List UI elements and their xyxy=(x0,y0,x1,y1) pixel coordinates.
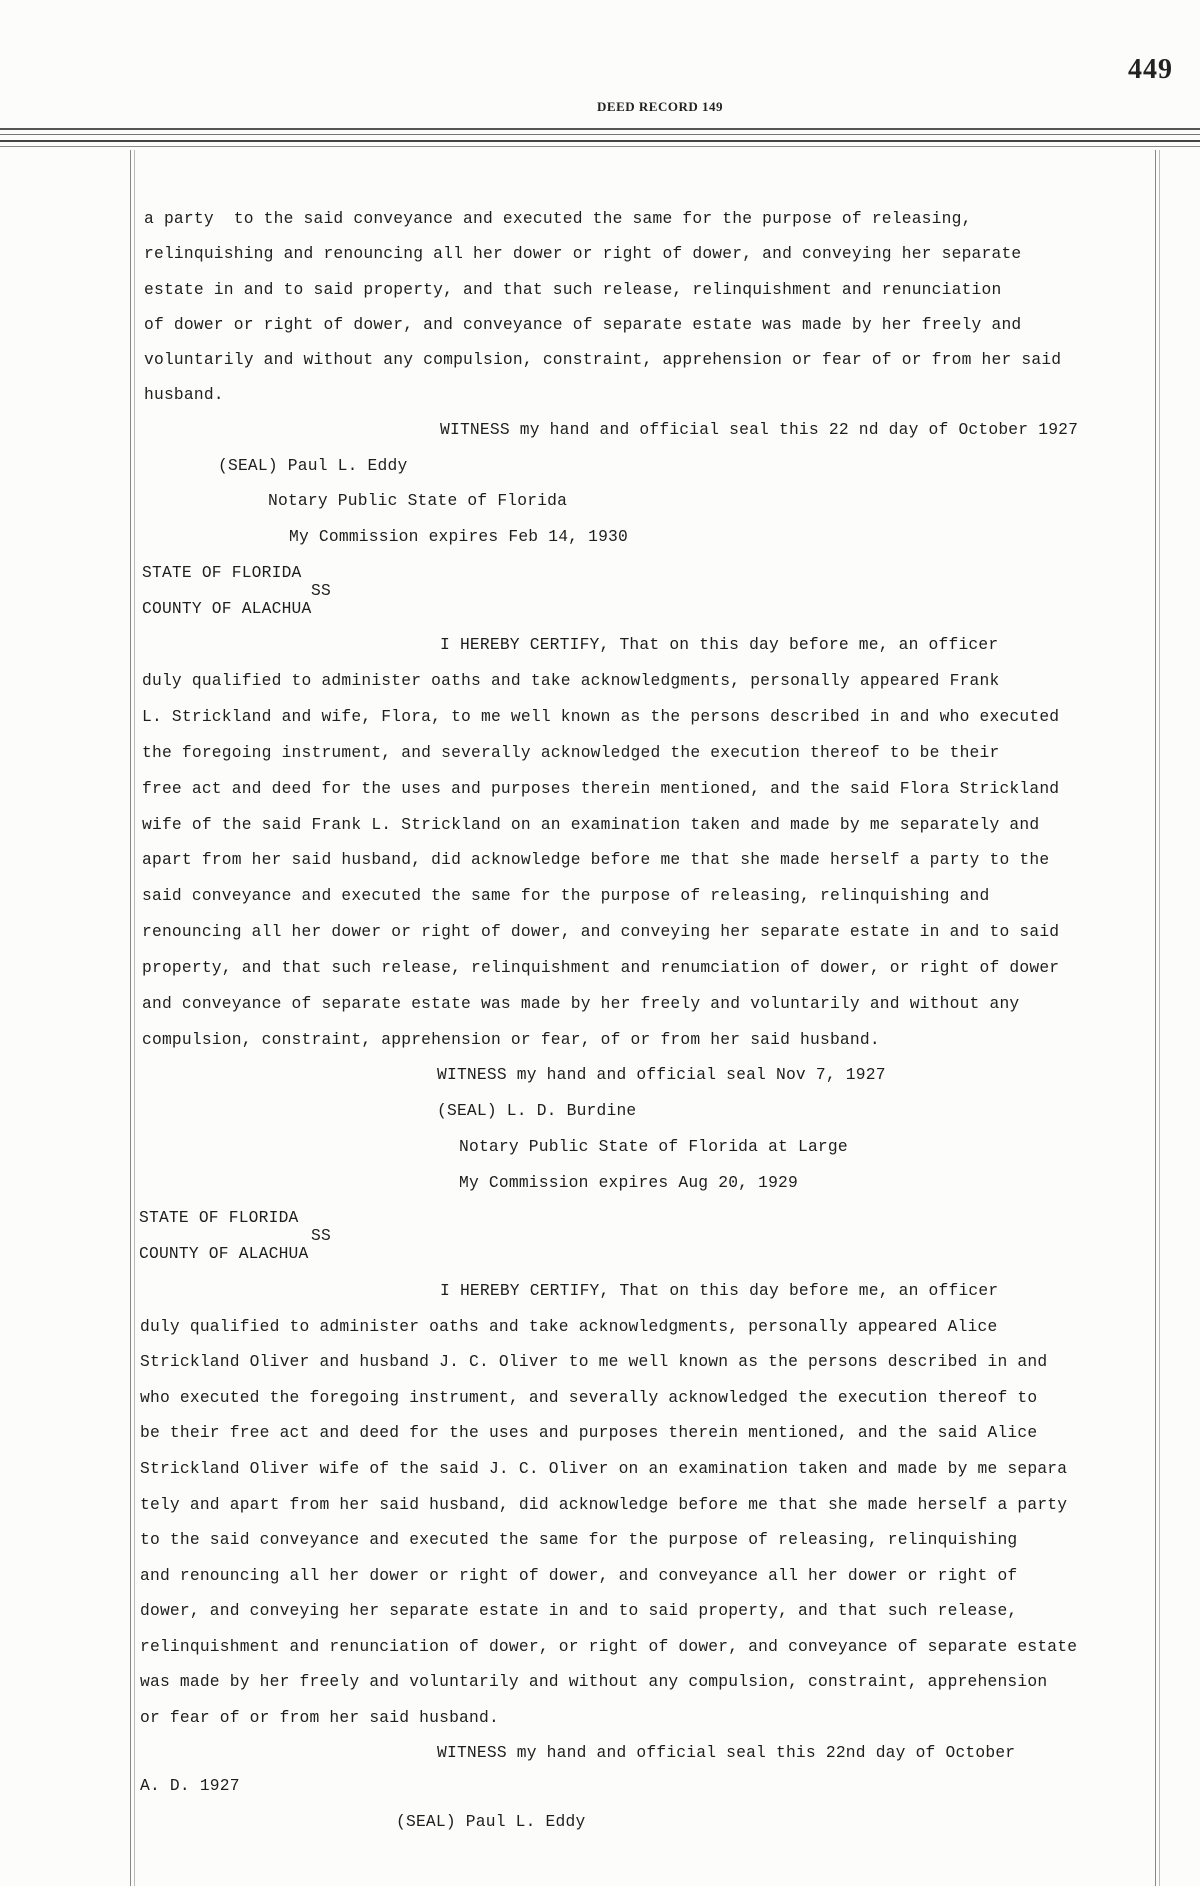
text-line: and renouncing all her dower or right of dower, and conveyance all her dower or right of xyxy=(140,1566,1018,1585)
header-rule xyxy=(0,146,1200,147)
header-rule xyxy=(0,134,1200,135)
left-margin-line xyxy=(134,150,135,1886)
text-line: property, and that such release, relinquishment and renumciation of dower, or right of dower xyxy=(142,958,1060,977)
text-line: L. Strickland and wife, Flora, to me well known as the persons described in and who executed xyxy=(142,707,1060,726)
right-margin-line xyxy=(1155,150,1156,1886)
certificate-opening: I HEREBY CERTIFY, That on this day before me, an officer xyxy=(440,1281,999,1300)
text-line: who executed the foregoing instrument, and severally acknowledged the execution thereof to xyxy=(140,1388,1038,1407)
witness-line: WITNESS my hand and official seal this 22 nd day of October 1927 xyxy=(440,420,1079,439)
venue-ss: SS xyxy=(311,581,331,600)
venue-county: COUNTY OF ALACHUA xyxy=(139,1244,309,1263)
text-line: estate in and to said property, and that such release, relinquishment and renunciation xyxy=(144,280,1002,299)
text-line: relinquishment and renunciation of dower, or right of dower, and conveyance of separate estate xyxy=(140,1637,1078,1656)
commission-expiry: My Commission expires Feb 14, 1930 xyxy=(289,527,628,546)
text-line: renouncing all her dower or right of dower, and conveying her separate estate in and to said xyxy=(142,922,1060,941)
header-rule xyxy=(0,140,1200,142)
text-line: or fear of or from her said husband. xyxy=(140,1708,499,1727)
text-line: duly qualified to administer oaths and take acknowledgments, personally appeared Frank xyxy=(142,671,1000,690)
page-number: 449 xyxy=(1128,54,1173,85)
left-margin-line xyxy=(130,150,131,1886)
right-margin-line xyxy=(1159,150,1160,1886)
text-line: and conveyance of separate estate was made by her freely and voluntarily and without any xyxy=(142,994,1020,1013)
text-line: voluntarily and without any compulsion, constraint, apprehension or fear of or from her said xyxy=(144,350,1062,369)
notary-seal-signature: (SEAL) L. D. Burdine xyxy=(437,1101,637,1120)
venue-state: STATE OF FLORIDA xyxy=(139,1208,299,1227)
venue-state: STATE OF FLORIDA xyxy=(142,563,302,582)
commission-expiry: My Commission expires Aug 20, 1929 xyxy=(459,1173,798,1192)
text-line: to the said conveyance and executed the same for the purpose of releasing, relinquishing xyxy=(140,1530,1018,1549)
notary-seal-signature: (SEAL) Paul L. Eddy xyxy=(218,456,408,475)
notary-title: Notary Public State of Florida at Large xyxy=(459,1137,848,1156)
text-line: relinquishing and renouncing all her dower or right of dower, and conveying her separate xyxy=(144,244,1022,263)
notary-seal-signature: (SEAL) Paul L. Eddy xyxy=(396,1812,586,1831)
witness-line: WITNESS my hand and official seal Nov 7, 1927 xyxy=(437,1065,886,1084)
header-rule xyxy=(0,128,1200,130)
record-title: DEED RECORD 149 xyxy=(597,99,723,114)
text-line: free act and deed for the uses and purposes therein mentioned, and the said Flora Strickland xyxy=(142,779,1060,798)
text-line: the foregoing instrument, and severally acknowledged the execution thereof to be their xyxy=(142,743,1000,762)
text-line: compulsion, constraint, apprehension or fear, of or from her said husband. xyxy=(142,1030,880,1049)
text-line: of dower or right of dower, and conveyance of separate estate was made by her freely and xyxy=(144,315,1022,334)
text-line: a party to the said conveyance and executed the same for the purpose of releasing, xyxy=(144,209,972,228)
text-line: said conveyance and executed the same for the purpose of releasing, relinquishing and xyxy=(142,886,990,905)
text-line: dower, and conveying her separate estate in and to said property, and that such release, xyxy=(140,1601,1018,1620)
text-line: Strickland Oliver wife of the said J. C. Oliver on an examination taken and made by me separa xyxy=(140,1459,1068,1478)
text-line: wife of the said Frank L. Strickland on an examination taken and made by me separately and xyxy=(142,815,1040,834)
text-line: apart from her said husband, did acknowledge before me that she made herself a party to the xyxy=(142,850,1050,869)
text-line: be their free act and deed for the uses and purposes therein mentioned, and the said Alice xyxy=(140,1423,1038,1442)
text-line: Strickland Oliver and husband J. C. Oliver to me well known as the persons described in and xyxy=(140,1352,1048,1371)
text-line: duly qualified to administer oaths and take acknowledgments, personally appeared Alice xyxy=(140,1317,998,1336)
venue-ss: SS xyxy=(311,1226,331,1245)
notary-title: Notary Public State of Florida xyxy=(268,491,568,510)
text-line: tely and apart from her said husband, did acknowledge before me that she made herself a party xyxy=(140,1495,1068,1514)
certificate-opening: I HEREBY CERTIFY, That on this day before me, an officer xyxy=(440,635,999,654)
year-line: A. D. 1927 xyxy=(140,1776,240,1795)
text-line: was made by her freely and voluntarily and without any compulsion, constraint, apprehension xyxy=(140,1672,1048,1691)
venue-county: COUNTY OF ALACHUA xyxy=(142,599,312,618)
witness-line: WITNESS my hand and official seal this 22nd day of October xyxy=(437,1743,1016,1762)
text-line: husband. xyxy=(144,385,224,404)
